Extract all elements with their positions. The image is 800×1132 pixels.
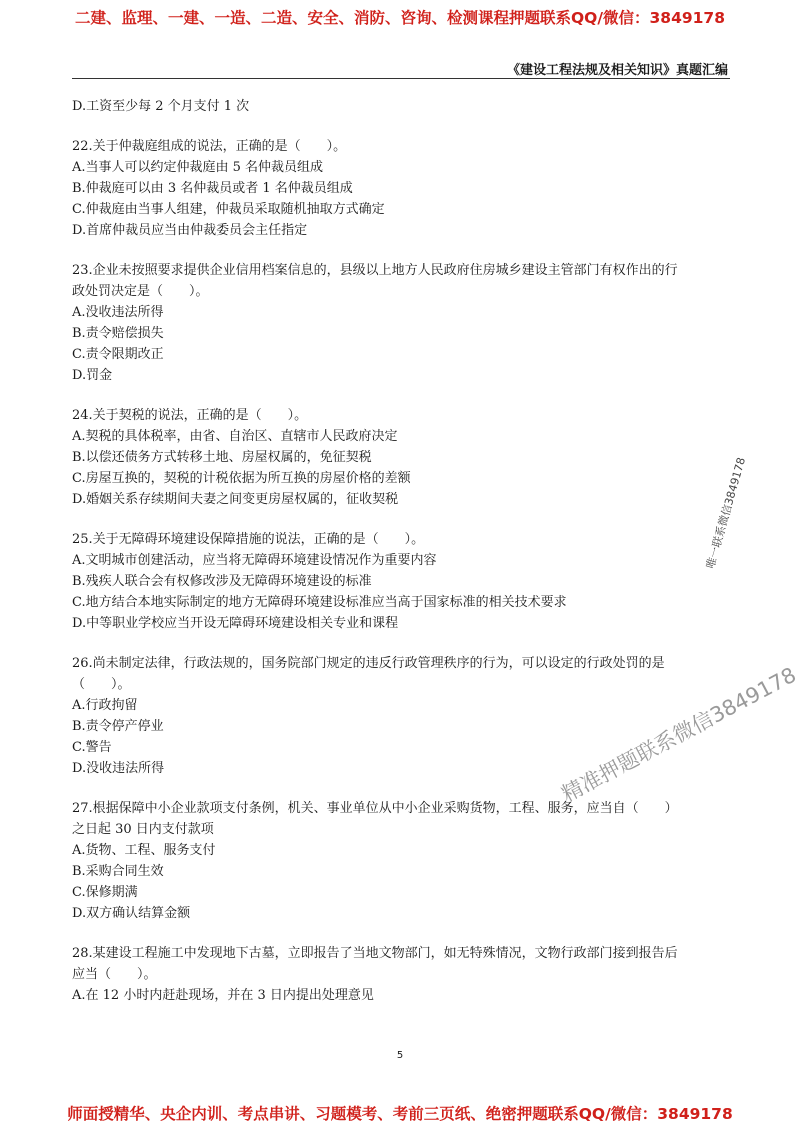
answer-option: A.没收违法所得 <box>72 305 164 320</box>
answer-option: A.当事人可以约定仲裁庭由 5 名仲裁员组成 <box>72 160 324 175</box>
answer-option: C.房屋互换的，契税的计税依据为所互换的房屋价格的差额 <box>72 471 411 486</box>
question-stem-line: （ ）。 <box>72 677 131 692</box>
answer-option: B.责令停产停业 <box>72 719 164 734</box>
answer-option: B.以偿还债务方式转移土地、房屋权属的，免征契税 <box>72 450 372 465</box>
answer-option: D.婚姻关系存续期间夫妻之间变更房屋权属的，征收契税 <box>72 492 399 507</box>
answer-option: D.双方确认结算金额 <box>72 906 191 921</box>
answer-option: D.首席仲裁员应当由仲裁委员会主任指定 <box>72 223 308 238</box>
answer-option: C.警告 <box>72 740 112 755</box>
question-stem-line: 应当（ ）。 <box>72 967 157 982</box>
question-list <box>72 136 732 1006</box>
answer-option: C.责令限期改正 <box>72 347 164 362</box>
answer-option: C.地方结合本地实际制定的地方无障碍环境建设标准应当高于国家标准的相关技术要求 <box>72 595 567 610</box>
answer-option: D.中等职业学校应当开设无障碍环境建设相关专业和课程 <box>72 616 399 631</box>
top-banner: 二建、监理、一建、一造、二造、安全、消防、咨询、检测课程押题联系QQ/微信：3849178 <box>74 9 725 27</box>
question-block <box>72 136 732 241</box>
question-stem-line: 26.尚未制定法律，行政法规的，国务院部门规定的违反行政管理秩序的行为，可以设定的行政处罚的是 <box>72 656 665 671</box>
question-stem-line: 24.关于契税的说法，正确的是（ ）。 <box>72 408 308 423</box>
answer-option: D.没收违法所得 <box>72 761 165 776</box>
answer-option: A.行政拘留 <box>72 698 138 713</box>
answer-option: A.文明城市创建活动，应当将无障碍环境建设情况作为重要内容 <box>72 553 437 568</box>
answer-option: A.在 12 小时内赶赴现场，并在 3 日内提出处理意见 <box>72 988 374 1003</box>
page-number: 5 <box>396 1050 404 1061</box>
header-divider <box>72 78 730 79</box>
page-header-title: 《建设工程法规及相关知识》真题汇编 <box>506 63 728 78</box>
answer-option: A.契税的具体税率，由省、自治区、直辖市人民政府决定 <box>72 429 398 444</box>
answer-option: B.仲裁庭可以由 3 名仲裁员或者 1 名仲裁员组成 <box>72 181 353 196</box>
question-stem-line: 政处罚决定是（ ）。 <box>72 284 209 299</box>
watermark-small: 唯一联系微信3849178 <box>703 456 749 571</box>
question-stem-line: 23.企业未按照要求提供企业信用档案信息的，县级以上地方人民政府住房城乡建设主管部门有权作出的行 <box>72 263 678 278</box>
carryover-option: D.工资至少每 2 个月支付 1 次 <box>72 99 250 114</box>
answer-option: B.残疾人联合会有权修改涉及无障碍环境建设的标准 <box>72 574 372 589</box>
question-stem-line: 27.根据保障中小企业款项支付条例，机关、事业单位从中小企业采购货物，工程、服务，应当自（ ） <box>72 801 678 816</box>
watermark-large: 精准押题联系微信3849178 <box>557 662 800 807</box>
answer-option: D.罚金 <box>72 368 113 383</box>
question-block <box>72 405 732 510</box>
question-stem-line: 之日起 30 日内支付款项 <box>72 822 214 837</box>
answer-option: C.仲裁庭由当事人组建，仲裁员采取随机抽取方式确定 <box>72 202 385 217</box>
bottom-banner: 师面授精华、央企内训、考点串讲、习题模考、考前三页纸、绝密押题联系QQ/微信：3849178 <box>67 1105 733 1123</box>
question-stem-line: 22.关于仲裁庭组成的说法，正确的是（ ）。 <box>72 139 347 154</box>
answer-option: C.保修期满 <box>72 885 138 900</box>
answer-option: B.采购合同生效 <box>72 864 164 879</box>
answer-option: B.责令赔偿损失 <box>72 326 164 341</box>
question-content <box>72 96 732 1006</box>
question-stem-line: 28.某建设工程施工中发现地下古墓，立即报告了当地文物部门，如无特殊情况，文物行政部门接到报告后 <box>72 946 678 961</box>
question-block <box>72 529 732 634</box>
answer-option: A.货物、工程、服务支付 <box>72 843 216 858</box>
question-stem-line: 25.关于无障碍环境建设保障措施的说法，正确的是（ ）。 <box>72 532 425 547</box>
question-block <box>72 798 732 924</box>
question-block <box>72 943 732 1006</box>
question-block <box>72 260 732 386</box>
